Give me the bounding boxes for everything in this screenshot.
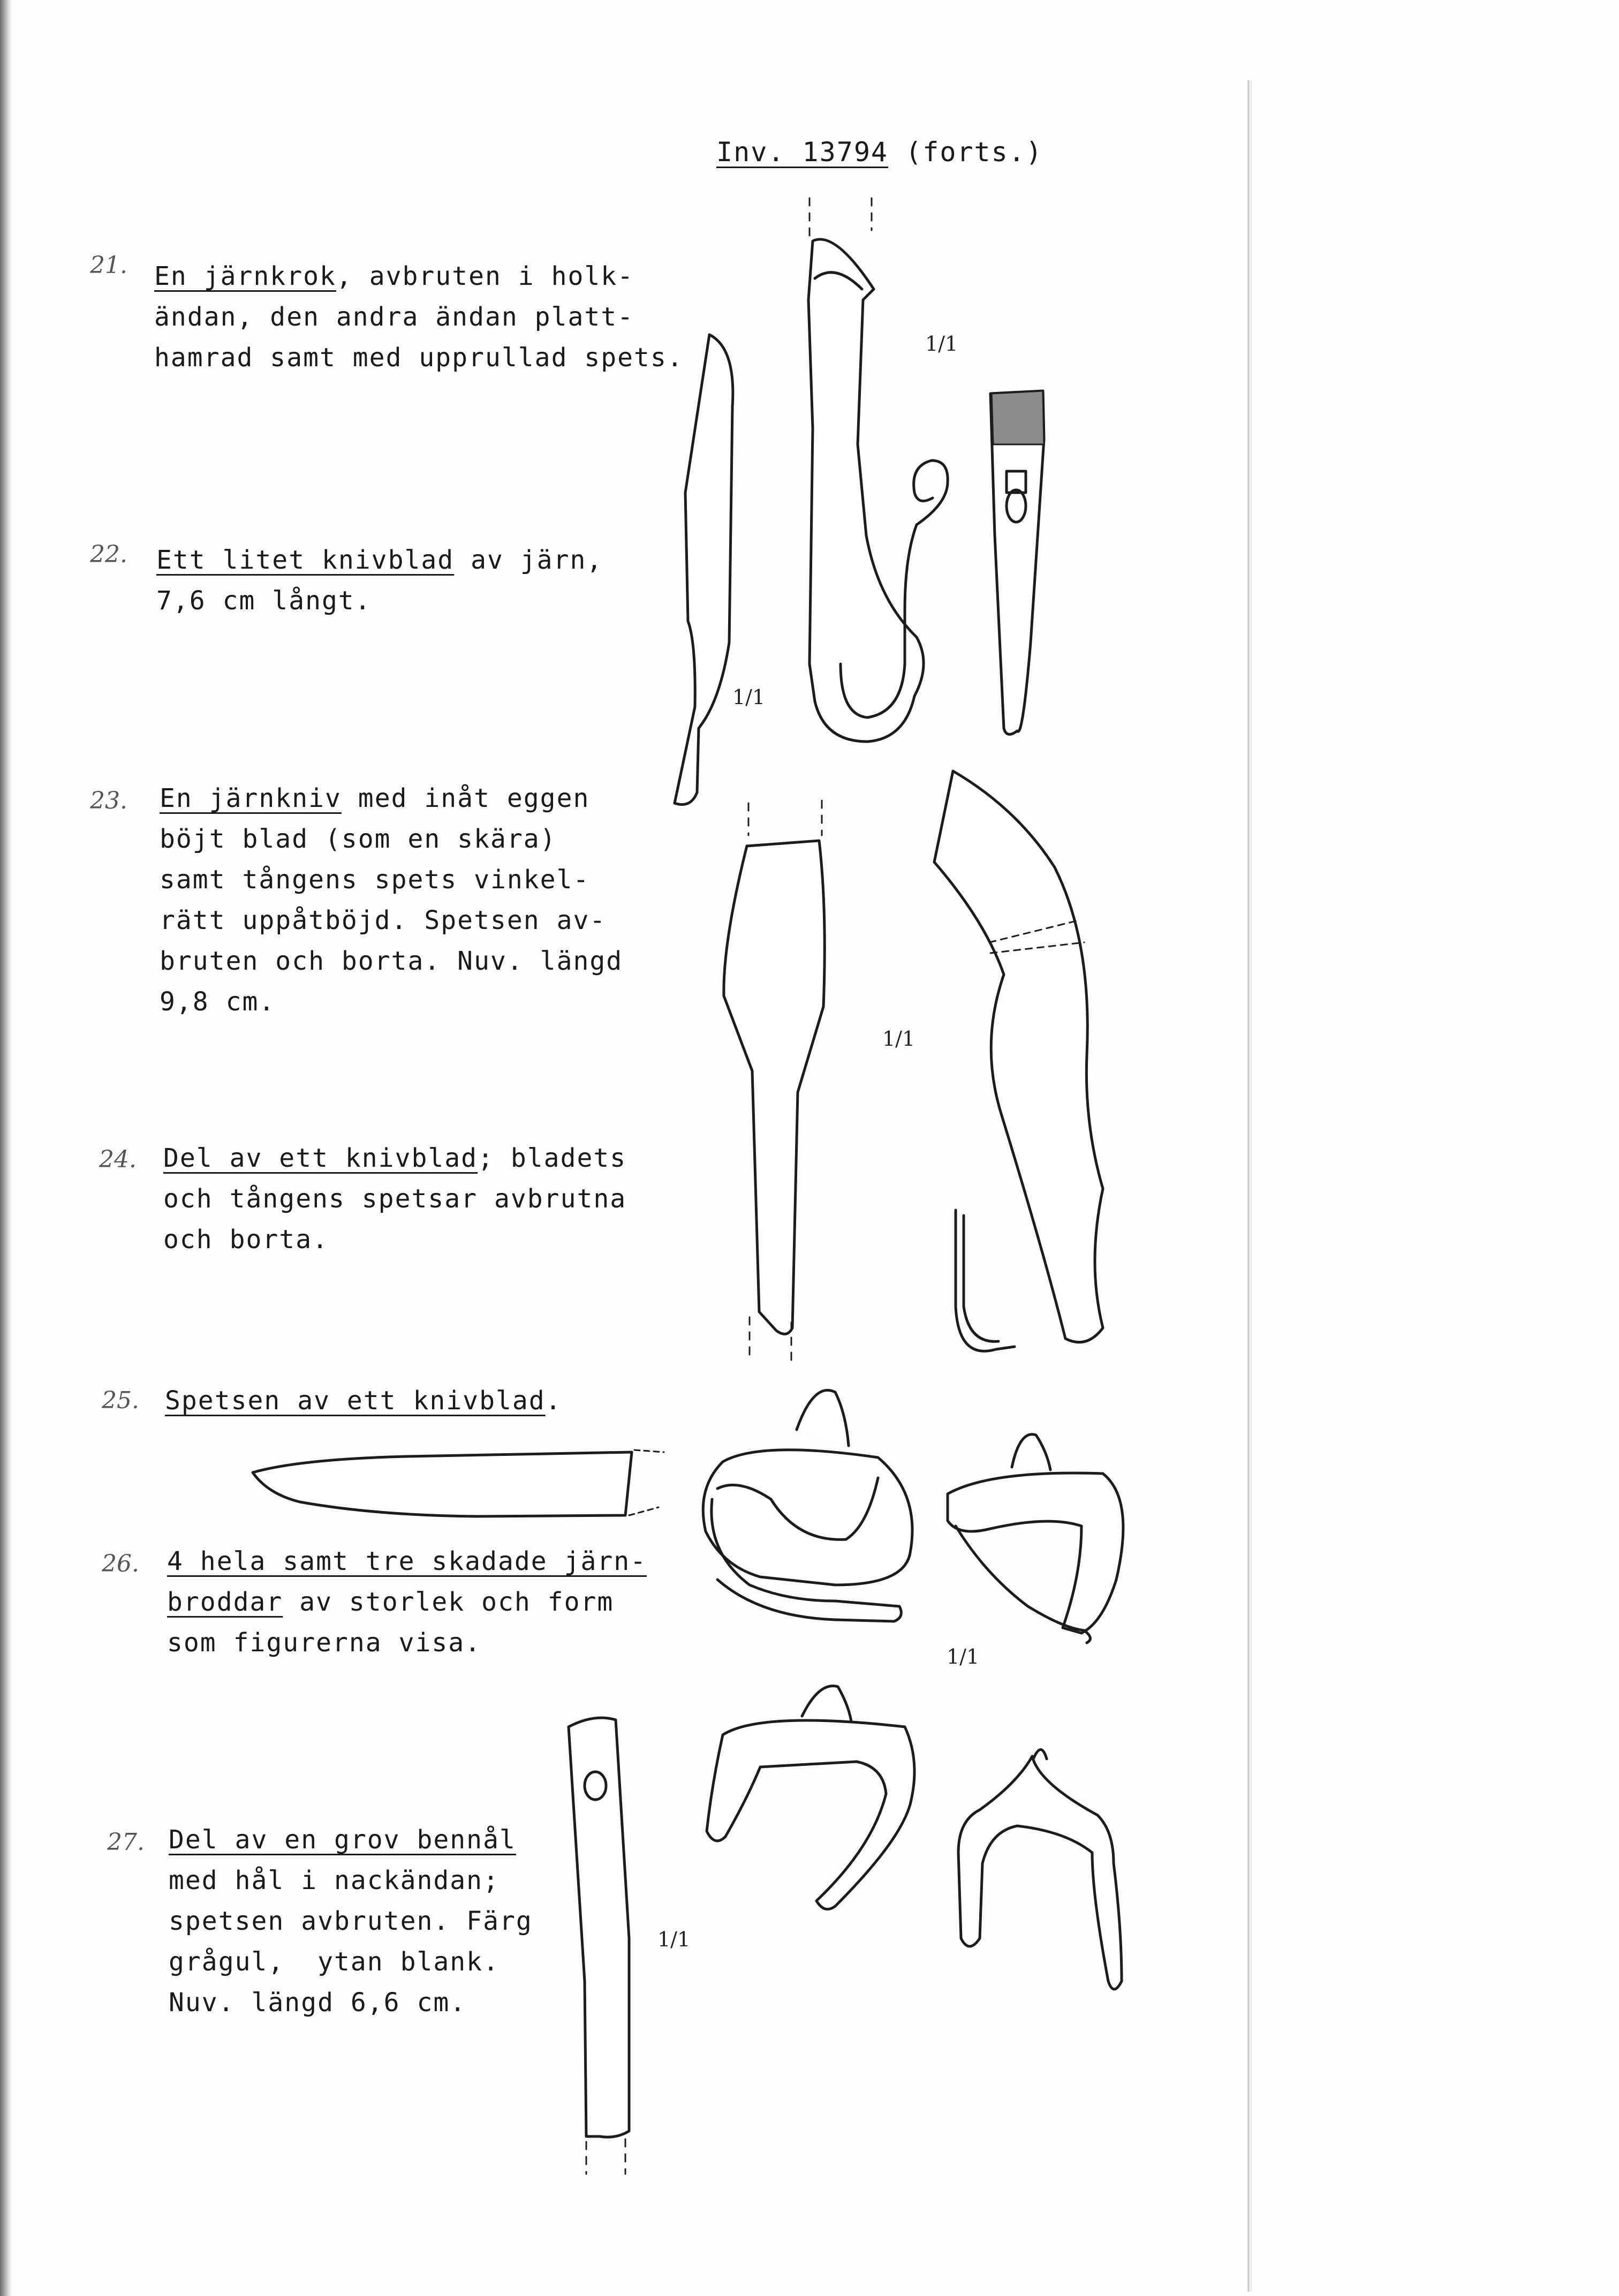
curved-knife-drawing — [934, 771, 1103, 1351]
entry-title: Del av ett knivblad — [163, 1143, 478, 1173]
entry-text-run: grågul, ytan blank. — [169, 1947, 500, 1977]
knife-blade-fragment-drawing — [724, 800, 824, 1360]
entry-number-23: 23. — [90, 787, 127, 814]
entry-text-run: med hål i nackändan; — [169, 1865, 500, 1895]
iron-crampon-drawing-1 — [703, 1390, 912, 1621]
iron-hook-drawing — [808, 198, 948, 742]
entry-title: Del av en grov bennål — [169, 1825, 516, 1855]
entry-text-run: och borta. — [163, 1225, 329, 1255]
iron-crampon-drawing-4 — [958, 1750, 1122, 1990]
small-knife-blade-drawing — [675, 335, 733, 805]
entry-text-run: böjt blad (som en skära) — [160, 824, 557, 854]
entry-text-run: 9,8 cm. — [160, 987, 276, 1017]
entry-text-run: 7,6 cm långt. — [156, 586, 372, 616]
scale-label-22: 1/1 — [732, 685, 766, 709]
entry-title: 4 hela samt tre skadade järn- — [167, 1546, 647, 1576]
entry-title: En järnkniv — [160, 783, 342, 813]
scale-label-23-24: 1/1 — [882, 1027, 916, 1051]
scale-label-27: 1/1 — [657, 1928, 691, 1951]
entry-number-26: 26. — [102, 1550, 139, 1577]
entry-number-21: 21. — [90, 252, 127, 279]
entry-number-22: 22. — [90, 541, 127, 568]
entry-number-27: 27. — [107, 1829, 145, 1856]
entry-text-run: bruten och borta. Nuv. längd — [160, 946, 623, 976]
entry-text-run: ; bladets — [478, 1143, 627, 1173]
entry-number-25: 25. — [102, 1387, 139, 1414]
entry-text-run: av storlek och form — [283, 1587, 614, 1617]
entry-text-run: ändan, den andra ändan platt- — [154, 302, 634, 332]
iron-crampon-drawing-2 — [948, 1434, 1123, 1643]
inventory-number: Inv. 13794 — [716, 137, 889, 168]
iron-crampon-drawing-3 — [707, 1686, 914, 1909]
entry-title: Ett litet knivblad — [156, 545, 455, 575]
scale-label-26: 1/1 — [947, 1645, 980, 1668]
continued-marker: (forts.) — [905, 137, 1043, 168]
knife-blade-tip-drawing — [253, 1450, 664, 1516]
entry-text-run: hamrad samt med upprullad spets. — [154, 343, 684, 373]
entry-text-run: och tångens spetsar avbrutna — [163, 1184, 627, 1214]
entry-number-24: 24. — [99, 1146, 137, 1173]
scale-label-21: 1/1 — [925, 332, 958, 356]
entry-text-run: samt tångens spets vinkel- — [160, 865, 590, 895]
entry-text-run: med inåt eggen — [341, 783, 590, 813]
entry-text-run: Nuv. längd 6,6 cm. — [169, 1988, 467, 2018]
entry-title: En järnkrok — [154, 261, 336, 291]
entry-text-run: av järn, — [454, 545, 603, 575]
bone-needle-drawing — [569, 1718, 629, 2174]
entry-title: broddar — [167, 1587, 283, 1617]
entry-title: Spetsen av ett knivblad — [165, 1386, 546, 1416]
entry-text-run: . — [545, 1386, 562, 1416]
entry-text-run: rätt uppåtböjd. Spetsen av- — [160, 905, 607, 935]
entry-text-run: spetsen avbruten. Färg — [169, 1906, 533, 1936]
entry-text-run: , avbruten i holk- — [336, 261, 634, 291]
knife-handle-drawing — [990, 391, 1044, 734]
entry-text-run: som figurerna visa. — [167, 1628, 482, 1658]
